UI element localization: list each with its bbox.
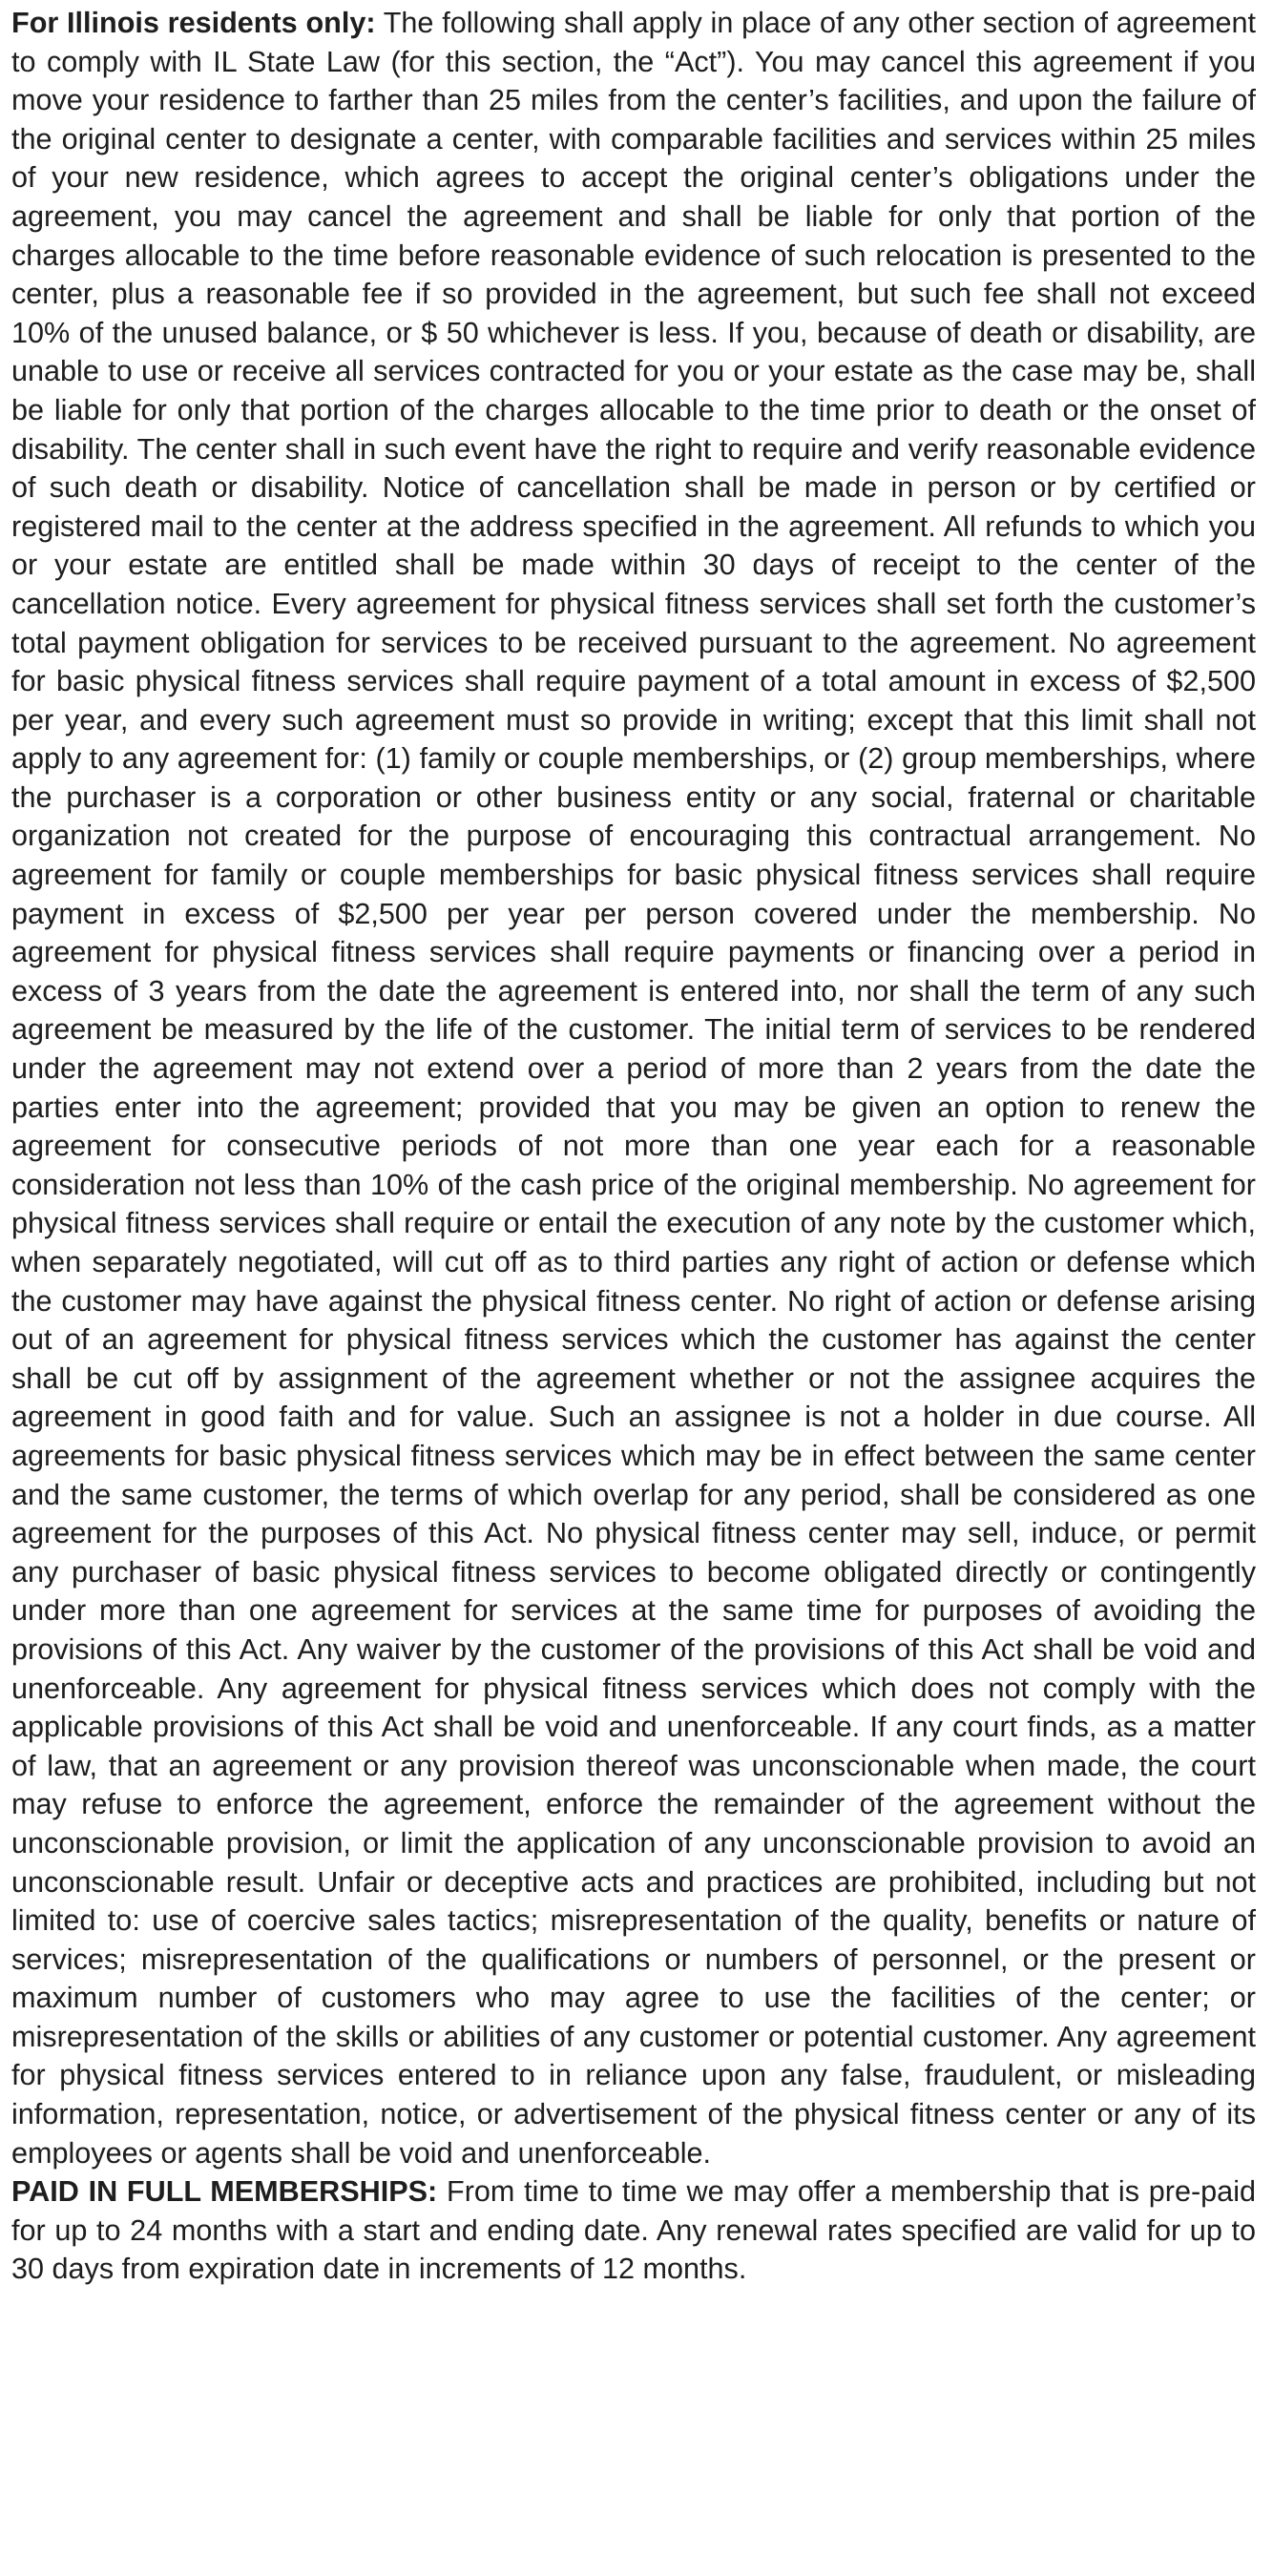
paid-in-full-paragraph (11, 2172, 1256, 2289)
paid-in-full-text: From time to time we may offer a membership that is pre-paid for up to 24 months with a start and ending date. Any renewal rates specified are valid for up to 30 days from expiration date in increments of 12 months. (11, 2175, 1256, 2286)
illinois-residents-heading: For Illinois residents only: (11, 7, 376, 39)
document-page (11, 4, 1256, 2570)
illinois-residents-paragraph (11, 4, 1256, 2172)
illinois-residents-text: The following shall apply in place of any other section of agreement to comply with IL State Law (for this section, the “Act”). You may cancel this agreement if you move your residence to farther than 25 miles from the center’s facilities, and upon the failure of the original center to designate a center, with comparable facilities and services within 25 miles of your new residence, which agrees to accept the original center’s obligations under the agreement, you may cancel the agreement and shall be liable for only that portion of the charges allocable to the time before reasonable evidence of such relocation is presented to the center, plus a reasonable fee if so provided in the agreement, but such fee shall not exceed 10% of the unused balance, or $ 50 whichever is less. If you, because of death or disability, are unable to use or receive all services contracted for you or your estate as the case may be, shall be liable for only that portion of the charges allocable to the time prior to death or the onset of disability. The center shall in such event have the right to require and verify reasonable evidence of such death or disability. Notice of cancellation shall be made in person or by certified or registered mail to the center at the address specified in the agreement. All refunds to which you or your estate are entitled shall be made within 30 days of receipt to the center of the cancellation notice. Every agreement for physical fitness services shall set forth the customer’s total payment obligation for services to be received pursuant to the agreement. No agreement for basic physical fitness services shall require payment of a total amount in excess of $2,500 per year, and every such agreement must so provide in writing; except that this limit shall not apply to any agreement for: (1) family or couple memberships, or (2) group memberships, where the purchaser is a corporation or other business entity or any social, fraternal or charitable organization not created for the purpose of encouraging this contractual arrangement. No agreement for family or couple memberships for basic physical fitness services shall require payment in excess of $2,500 per year per person covered under the membership. No agreement for physical fitness services shall require payments or financing over a period in excess of 3 years from the date the agreement is entered into, nor shall the term of any such agreement be measured by the life of the customer. The initial term of services to be rendered under the agreement may not extend over a period of more than 2 years from the date the parties enter into the agreement; provided that you may be given an option to renew the agreement for consecutive periods of not more than one year each for a reasonable consideration not less than 10% of the cash price of the original membership. No agreement for physical fitness services shall require or entail the execution of any note by the customer which, when separately negotiated, will cut off as to third parties any right of action or defense which the customer may have against the physical fitness center. No right of action or defense arising out of an agreement for physical fitness services which the customer has against the center shall be cut off by assignment of the agreement whether or not the assignee acquires the agreement in good faith and for value. Such an assignee is not a holder in due course. All agreements for basic physical fitness services which may be in effect between the same center and the same customer, the terms of which overlap for any period, shall be considered as one agreement for the purposes of this Act. No physical fitness center may sell, induce, or permit any purchaser of basic physical fitness services to become obligated directly or contingently under more than one agreement for services at the same time for purposes of avoiding the provisions of this Act. Any waiver by the customer of the provisions of this Act shall be void and unenforceable. Any agreement for physical fitness services which does not comply with the applicable provisions of this Act shall be void and unenforceable. If any court finds, as a matter of law, that an agreement or any provision thereof was unconscionable when made, the court may refuse to enforce the agreement, enforce the remainder of the agreement without the unconscionable provision, or limit the application of any unconscionable provision to avoid an unconscionable result. Unfair or deceptive acts and practices are prohibited, including but not limited to: use of coercive sales tactics; misrepresentation of the quality, benefits or nature of services; misrepresentation of the qualifications or numbers of personnel, or the present or maximum number of customers who may agree to use the facilities of the center; or misrepresentation of the skills or abilities of any customer or potential customer. Any agreement for physical fitness services entered to in reliance upon any false, fraudulent, or misleading information, representation, notice, or advertisement of the physical fitness center or any of its employees or agents shall be void and unenforceable. (11, 7, 1256, 2170)
paid-in-full-heading: PAID IN FULL MEMBERSHIPS: (11, 2175, 438, 2209)
